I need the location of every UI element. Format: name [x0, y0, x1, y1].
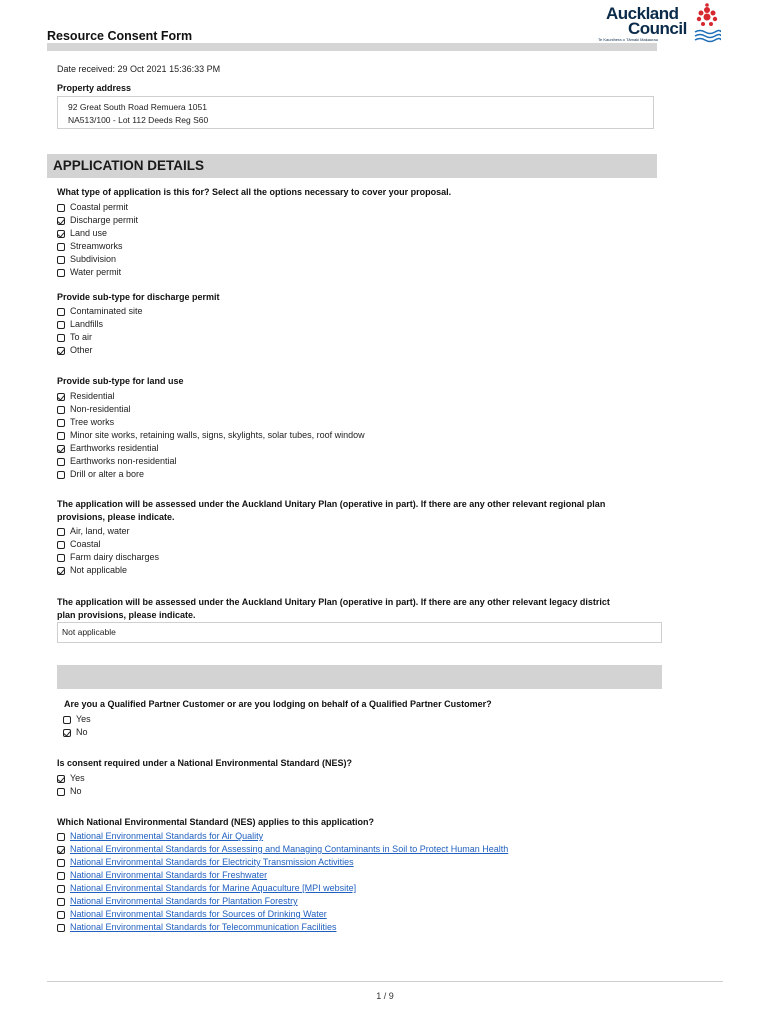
qpc-question: Are you a Qualified Partner Customer or are you lodging on behalf of a Qualified Partner Customer? [64, 699, 492, 709]
option-label: Residential [70, 391, 115, 401]
nes-required-options [57, 772, 85, 798]
checkbox-icon[interactable] [57, 269, 65, 277]
option-nes-air-quality[interactable] [57, 830, 508, 843]
option-drill-bore[interactable] [57, 468, 365, 481]
option-coastal-permit[interactable] [57, 201, 138, 214]
option-label: Not applicable [70, 565, 128, 575]
nes-link[interactable]: National Environmental Standards for Freshwater [70, 870, 268, 880]
option-tree-works[interactable] [57, 416, 365, 429]
property-address-line1: 92 Great South Road Remuera 1051 [68, 102, 207, 112]
option-label: Coastal [70, 539, 101, 549]
discharge-subtype-options [57, 305, 143, 357]
checkbox-icon[interactable] [57, 471, 65, 479]
option-label: Tree works [70, 417, 115, 427]
option-label: Landfills [70, 319, 104, 329]
checkbox-icon[interactable] [57, 911, 65, 919]
option-nes-drinking-water[interactable] [57, 908, 508, 921]
section-header-bar [57, 665, 662, 689]
option-nes-contaminants-soil[interactable] [57, 843, 508, 856]
checkbox-icon[interactable] [57, 204, 65, 212]
checkbox-icon[interactable] [57, 528, 65, 536]
form-title: Resource Consent Form [47, 29, 193, 43]
option-label: Streamworks [70, 241, 123, 251]
nes-link[interactable]: National Environmental Standards for Sources of Drinking Water [70, 909, 327, 919]
option-label: Non-residential [70, 404, 131, 414]
option-qpc-yes[interactable] [63, 713, 91, 726]
checkbox-icon[interactable] [57, 321, 65, 329]
application-details-title: APPLICATION DETAILS [53, 158, 204, 173]
option-label: Land use [70, 228, 108, 238]
checkbox-icon[interactable] [57, 541, 65, 549]
option-nes-marine-aquaculture[interactable] [57, 882, 508, 895]
option-label: No [70, 786, 82, 796]
header-divider-bar [47, 43, 657, 51]
checkbox-icon[interactable] [57, 788, 65, 796]
checkbox-icon[interactable] [57, 859, 65, 867]
option-label: Yes [70, 773, 85, 783]
regional-plan-question-line2: provisions, please indicate. [57, 512, 175, 522]
property-address-box [57, 96, 654, 129]
option-label: Earthworks non-residential [70, 456, 177, 466]
option-land-use[interactable] [57, 227, 138, 240]
checkbox-icon[interactable] [63, 716, 71, 724]
option-label: Minor site works, retaining walls, signs, skylights, solar tubes, roof window [70, 430, 365, 440]
property-address-label: Property address [57, 83, 132, 93]
checkbox-icon[interactable] [57, 458, 65, 466]
checkbox-icon[interactable] [57, 898, 65, 906]
logo-word-2: Council [628, 19, 687, 38]
landuse-subtype-question: Provide sub-type for land use [57, 376, 184, 386]
option-nes-freshwater[interactable] [57, 869, 508, 882]
option-to-air[interactable] [57, 331, 143, 344]
checkbox-icon[interactable] [57, 243, 65, 251]
option-label: Discharge permit [70, 215, 139, 225]
option-nes-no[interactable] [57, 785, 85, 798]
checkbox-icon[interactable] [57, 833, 65, 841]
footer-divider [47, 981, 723, 982]
date-received: Date received: 29 Oct 2021 15:36:33 PM [57, 64, 221, 74]
checkbox-icon[interactable] [57, 406, 65, 414]
checkbox-checked-icon[interactable] [57, 567, 65, 575]
checkbox-icon[interactable] [57, 308, 65, 316]
checkbox-icon[interactable] [57, 432, 65, 440]
checkbox-checked-icon[interactable] [57, 445, 65, 453]
option-earthworks-residential[interactable] [57, 442, 365, 455]
option-residential[interactable] [57, 390, 365, 403]
option-nes-yes[interactable] [57, 772, 85, 785]
option-other[interactable] [57, 344, 143, 357]
option-label: Drill or alter a bore [70, 469, 145, 479]
checkbox-icon[interactable] [57, 334, 65, 342]
checkbox-checked-icon[interactable] [57, 393, 65, 401]
nes-link[interactable]: National Environmental Standards for Assessing and Managing Contaminants in Soil to Protect Human Health [70, 844, 509, 854]
option-nes-plantation-forestry[interactable] [57, 895, 508, 908]
checkbox-icon[interactable] [57, 554, 65, 562]
option-landfills[interactable] [57, 318, 143, 331]
district-plan-answer: Not applicable [62, 627, 116, 637]
option-streamworks[interactable] [57, 240, 138, 253]
option-label: Earthworks residential [70, 443, 159, 453]
district-plan-question-line1: The application will be assessed under the Auckland Unitary Plan (operative in part). If there are any other relevant legacy district [57, 597, 610, 607]
district-plan-question-line2: plan provisions, please indicate. [57, 610, 196, 620]
option-coastal[interactable] [57, 538, 159, 551]
option-nes-electricity[interactable] [57, 856, 508, 869]
checkbox-checked-icon[interactable] [57, 347, 65, 355]
option-label: Other [70, 345, 93, 355]
pohutukawa-flower-icon [693, 2, 721, 44]
application-details-header [47, 154, 657, 178]
regional-plan-options [57, 525, 159, 577]
option-water-permit[interactable] [57, 266, 138, 279]
district-plan-question [57, 596, 610, 622]
logo-word-1: Auckland [606, 4, 679, 23]
option-earthworks-non-residential[interactable] [57, 455, 365, 468]
application-type-question: What type of application is this for? Select all the options necessary to cover your proposal. [57, 187, 452, 197]
logo-tagline: Te Kaunihera o Tāmaki Makaurau [598, 37, 658, 42]
nes-required-question: Is consent required under a National Environmental Standard (NES)? [57, 758, 353, 768]
checkbox-checked-icon[interactable] [57, 775, 65, 783]
option-label: To air [70, 332, 93, 342]
property-address-line2: NA513/100 - Lot 112 Deeds Reg S60 [68, 115, 209, 125]
nes-link[interactable]: National Environmental Standards for Electricity Transmission Activities [70, 857, 354, 867]
checkbox-checked-icon[interactable] [63, 729, 71, 737]
option-label: Air, land, water [70, 526, 130, 536]
option-label: Water permit [70, 267, 122, 277]
checkbox-checked-icon[interactable] [57, 217, 65, 225]
option-subdivision[interactable] [57, 253, 138, 266]
option-label: Subdivision [70, 254, 117, 264]
option-label: No [76, 727, 88, 737]
qpc-options [63, 713, 91, 739]
option-label: Coastal permit [70, 202, 129, 212]
nes-link[interactable]: National Environmental Standards for Air Quality [70, 831, 264, 841]
option-non-residential[interactable] [57, 403, 365, 416]
checkbox-checked-icon[interactable] [57, 230, 65, 238]
option-contaminated-site[interactable] [57, 305, 143, 318]
application-type-options [57, 201, 138, 279]
option-nes-telecommunication[interactable] [57, 921, 508, 934]
regional-plan-question [57, 498, 605, 524]
checkbox-icon[interactable] [57, 924, 65, 932]
option-discharge-permit[interactable] [57, 214, 138, 227]
option-label: Yes [76, 714, 91, 724]
option-qpc-no[interactable] [63, 726, 91, 739]
option-air-land-water[interactable] [57, 525, 159, 538]
nes-link[interactable]: National Environmental Standards for Telecommunication Facilities [70, 922, 337, 932]
checkbox-icon[interactable] [57, 885, 65, 893]
district-plan-answer-box[interactable] [57, 622, 662, 643]
option-minor-site-works[interactable] [57, 429, 365, 442]
regional-plan-question-line1: The application will be assessed under the Auckland Unitary Plan (operative in part). If there are any other relevant regional plan [57, 499, 606, 509]
checkbox-icon[interactable] [57, 872, 65, 880]
option-farm-dairy[interactable] [57, 551, 159, 564]
option-not-applicable[interactable] [57, 564, 159, 577]
nes-link[interactable]: National Environmental Standards for Marine Aquaculture [MPI website] [70, 883, 357, 893]
checkbox-checked-icon[interactable] [57, 846, 65, 854]
nes-which-options [57, 830, 508, 934]
nes-which-question: Which National Environmental Standard (NES) applies to this application? [57, 817, 375, 827]
checkbox-icon[interactable] [57, 419, 65, 427]
landuse-subtype-options [57, 390, 365, 481]
auckland-council-logo [598, 2, 722, 44]
nes-link[interactable]: National Environmental Standards for Plantation Forestry [70, 896, 298, 906]
discharge-subtype-question: Provide sub-type for discharge permit [57, 292, 220, 302]
option-label: Farm dairy discharges [70, 552, 160, 562]
option-label: Contaminated site [70, 306, 143, 316]
page-number: 1 / 9 [376, 991, 394, 1001]
checkbox-icon[interactable] [57, 256, 65, 264]
